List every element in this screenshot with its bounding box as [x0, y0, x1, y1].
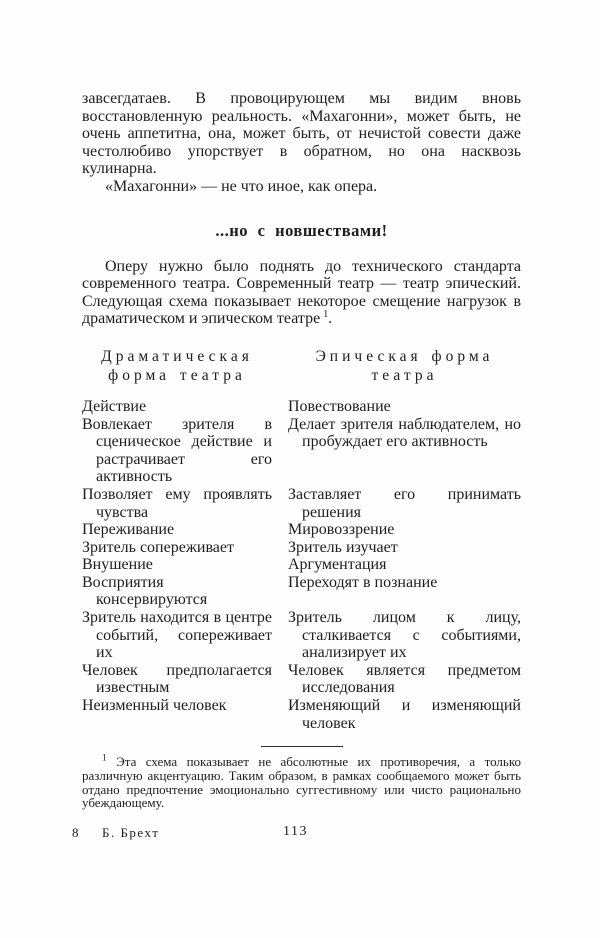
footnote-text: Эта схема показывает не абсолютные их противоречия, а только различную акцентуацию. Таким образом, в рамках сообщаемого может быть отдано предпочтение эмоционально суггестивному или чисто рационально убеждающему. — [82, 754, 521, 811]
paragraph-intro-period: . — [328, 310, 333, 328]
dramatic-form-cell: Позволяет ему проявлять чувства — [82, 485, 272, 521]
epic-form-cell: Человек является предметом исследования — [288, 661, 521, 697]
table-row — [82, 398, 521, 416]
epic-form-cell: Изменяющий и изменяющий человек — [288, 697, 521, 732]
epic-form-cell: Делает зрителя наблюдателем, но пробуждает его активность — [288, 415, 521, 451]
paragraph-continuation: завсегдатаев. В провоцирующем мы видим вновь восстановленную реальность. «Махагонни», может быть, не очень аппетитна, она, может быть, от нечистой совести даже честолюбиво упорствует в обратном, но она насквозь кулинарна. — [82, 90, 521, 178]
table-row — [82, 486, 521, 521]
dramatic-form-cell: Действие — [82, 397, 147, 415]
comparison-table — [82, 347, 521, 732]
dramatic-form-cell: Внушение — [82, 556, 153, 574]
dramatic-form-cell: Зритель находится в центре событий, сопереживает их — [82, 609, 272, 662]
footnote-marker: 1 — [102, 753, 107, 764]
epic-form-cell: Заставляет его принимать решения — [288, 485, 521, 521]
table-row — [82, 521, 521, 539]
dramatic-form-cell: Неизменный человек — [82, 697, 227, 715]
column-header-epic-form: Эпическая форма театра — [315, 347, 494, 385]
epic-form-cell: Мировоззрение — [288, 521, 395, 539]
table-row — [82, 662, 521, 697]
table-row — [82, 697, 521, 732]
comparison-table-body — [82, 398, 521, 732]
dramatic-form-cell: Восприятия консервируются — [82, 573, 208, 609]
footnote-ref: 1 — [323, 309, 329, 321]
dramatic-form-cell: Зритель сопереживает — [82, 538, 234, 556]
footnote — [82, 755, 521, 810]
epic-form-cell: Зритель лицом к лицу, сталкивается с событиями, анализирует их — [288, 609, 521, 662]
paragraph-opera: «Махагонни» — не что иное, как опера. — [105, 177, 378, 195]
paragraph-intro — [82, 258, 521, 328]
page-number: 113 — [283, 824, 308, 840]
table-row — [82, 416, 521, 486]
dramatic-form-cell: Вовлекает зрителя в сценическое действие и растрачивает его активность — [82, 415, 272, 486]
column-header-dramatic-form: Драматическая форма театра — [101, 347, 253, 385]
signature-author: Б. Брехт — [102, 825, 160, 841]
comparison-table-header — [82, 347, 521, 386]
table-row — [82, 539, 521, 557]
page-footer — [72, 824, 521, 843]
paragraph-intro-text: Оперу нужно было поднять до технического стандарта современного театра. Современный театр — театр эпический. Следующая схема показывает некоторое смещение нагрузок в драматическом и эпическом театре — [82, 257, 521, 328]
signature-number: 8 — [72, 825, 79, 841]
footnote-rule — [261, 746, 343, 747]
dramatic-form-cell: Переживание — [82, 521, 175, 539]
table-row — [82, 556, 521, 574]
table-row — [82, 609, 521, 662]
section-heading: ...но с новшествами! — [215, 220, 388, 240]
table-row — [82, 574, 521, 609]
epic-form-cell: Аргументация — [288, 556, 387, 574]
epic-form-cell: Зритель изучает — [288, 538, 398, 556]
epic-form-cell: Повествование — [288, 397, 391, 415]
epic-form-cell: Переходят в познание — [288, 573, 438, 591]
dramatic-form-cell: Человек предполагается известным — [82, 661, 272, 697]
